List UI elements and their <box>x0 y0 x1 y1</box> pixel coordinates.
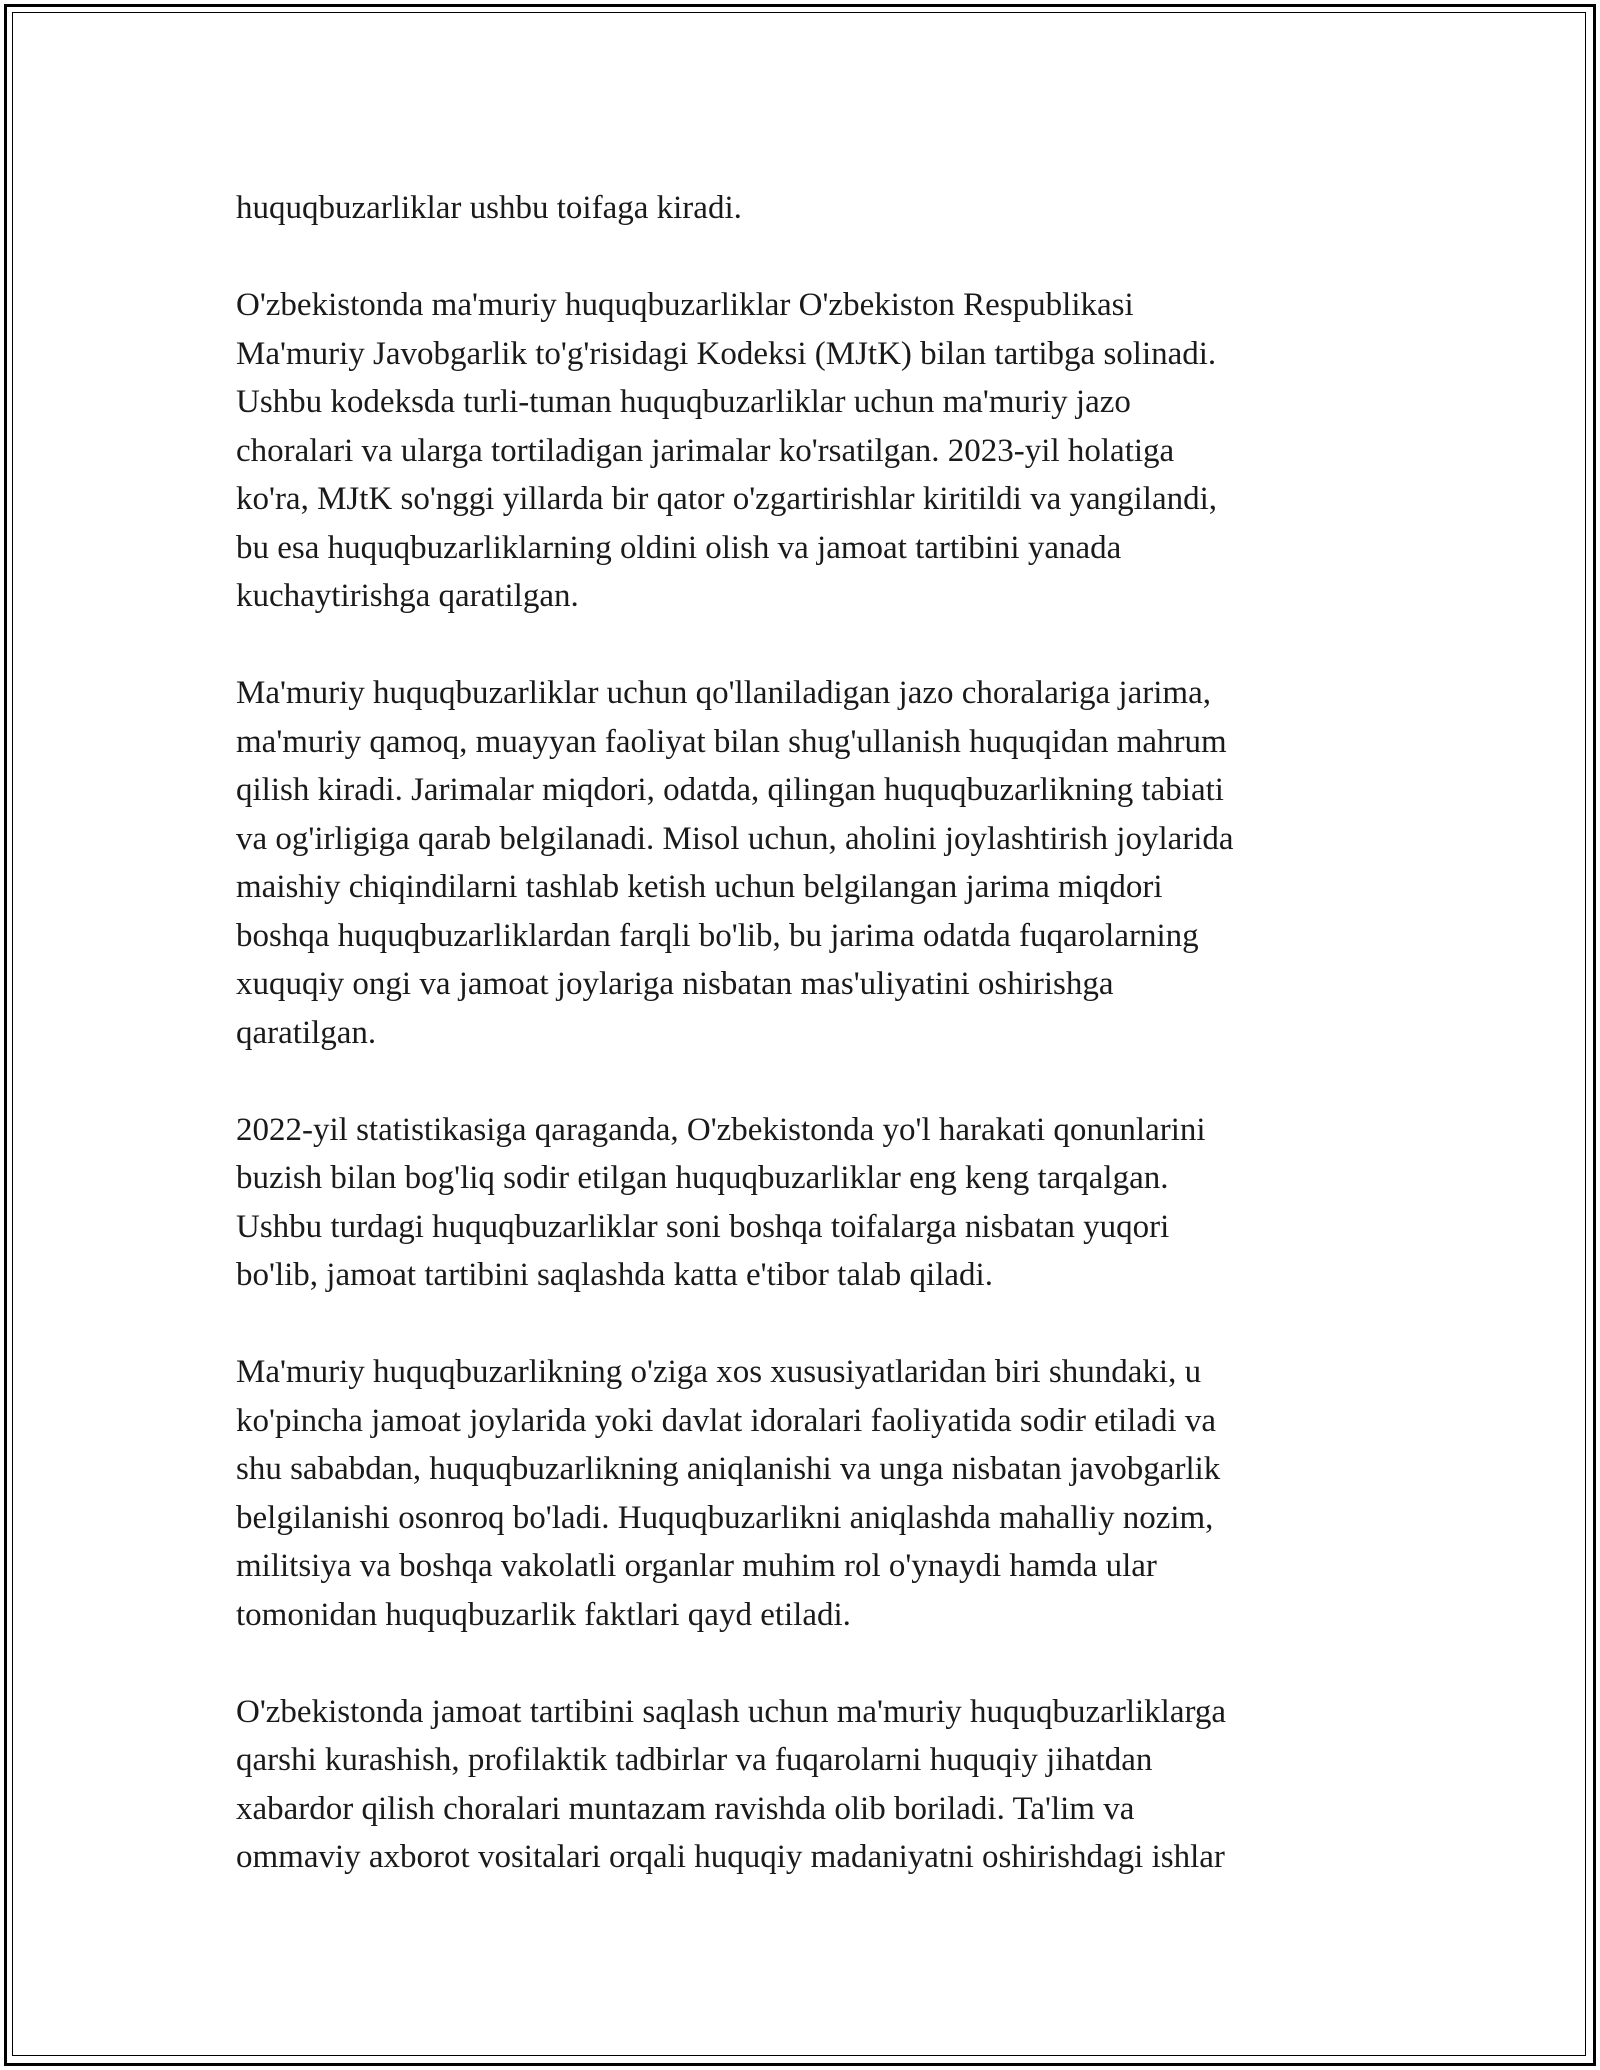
paragraph-4 <box>236 1106 1366 1300</box>
text-line: kuchaytirishga qaratilgan. <box>236 578 579 614</box>
paragraph-3 <box>236 669 1366 1057</box>
text-line: militsiya va boshqa vakolatli organlar muhim rol o'ynaydi hamda ular <box>236 1548 1157 1584</box>
text-line: Ushbu turdagi huquqbuzarliklar soni boshqa toifalarga nisbatan yuqori <box>236 1208 1170 1245</box>
text-line: xabardor qilish choralari muntazam ravishda olib boriladi. Ta'lim va <box>236 1790 1135 1827</box>
text-line: huquqbuzarliklar ushbu toifaga kiradi. <box>236 190 742 226</box>
document-body <box>236 184 1366 1930</box>
text-line: xuquqiy ongi va jamoat joylariga nisbatan mas'uliyatini oshirishga <box>236 966 1114 1002</box>
text-line: O'zbekistonda jamoat tartibini saqlash uchun ma'muriy huquqbuzarliklarga <box>236 1693 1227 1730</box>
text-line: maishiy chiqindilarni tashlab ketish uchun belgilangan jarima miqdori <box>236 869 1163 905</box>
text-line: buzish bilan bog'liq sodir etilgan huquqbuzarliklar eng keng tarqalgan. <box>236 1160 1169 1196</box>
text-line: tomonidan huquqbuzarlik faktlari qayd etiladi. <box>236 1596 851 1633</box>
text-line: Ma'muriy huquqbuzarliklar uchun qo'llaniladigan jazo choralariga jarima, <box>236 675 1211 711</box>
paragraph-1 <box>236 184 1366 233</box>
text-line: bo'lib, jamoat tartibini saqlashda katta e'tibor talab qiladi. <box>236 1257 993 1293</box>
text-line: ma'muriy qamoq, muayyan faoliyat bilan shug'ullanish huquqidan mahrum <box>236 723 1227 760</box>
text-line: ko'ra, MJtK so'nggi yillarda bir qator o'zgartirishlar kiritildi va yangilandi, <box>236 481 1218 517</box>
text-line: shu sababdan, huquqbuzarlikning aniqlanishi va unga nisbatan javobgarlik <box>236 1451 1221 1487</box>
text-line: belgilanishi osonroq bo'ladi. Huquqbuzarlikni aniqlashda mahalliy nozim, <box>236 1499 1214 1536</box>
text-line: ko'pincha jamoat joylarida yoki davlat idoralari faoliyatida sodir etiladi va <box>236 1402 1217 1439</box>
text-line: qilish kiradi. Jarimalar miqdori, odatda, qilingan huquqbuzarlikning tabiati <box>236 772 1224 808</box>
text-line: boshqa huquqbuzarliklardan farqli bo'lib, bu jarima odatda fuqarolarning <box>236 917 1199 954</box>
paragraph-6 <box>236 1688 1366 1882</box>
text-line: ommaviy axborot vositalari orqali huquqiy madaniyatni oshirishdagi ishlar <box>236 1839 1225 1875</box>
text-line: bu esa huquqbuzarliklarning oldini olish va jamoat tartibini yanada <box>236 529 1122 566</box>
text-line: 2022-yil statistikasiga qaraganda, O'zbekistonda yo'l harakati qonunlarini <box>236 1111 1206 1148</box>
paragraph-2 <box>236 281 1366 621</box>
text-line: Ushbu kodeksda turli-tuman huquqbuzarliklar uchun ma'muriy jazo <box>236 384 1131 420</box>
text-line: qaratilgan. <box>236 1014 377 1051</box>
text-line: choralari va ularga tortiladigan jarimalar ko'rsatilgan. 2023-yil holatiga <box>236 432 1175 469</box>
text-line: qarshi kurashish, profilaktik tadbirlar va fuqarolarni huquqiy jihatdan <box>236 1742 1153 1778</box>
text-line: O'zbekistonda ma'muriy huquqbuzarliklar O'zbekiston Respublikasi <box>236 287 1134 323</box>
text-line: Ma'muriy Javobgarlik to'g'risidagi Kodeksi (MJtK) bilan tartibga solinadi. <box>236 335 1217 372</box>
text-line: Ma'muriy huquqbuzarlikning o'ziga xos xususiyatlaridan biri shundaki, u <box>236 1354 1202 1390</box>
paragraph-5 <box>236 1348 1366 1639</box>
text-line: va og'irligiga qarab belgilanadi. Misol uchun, aholini joylashtirish joylarida <box>236 820 1234 857</box>
